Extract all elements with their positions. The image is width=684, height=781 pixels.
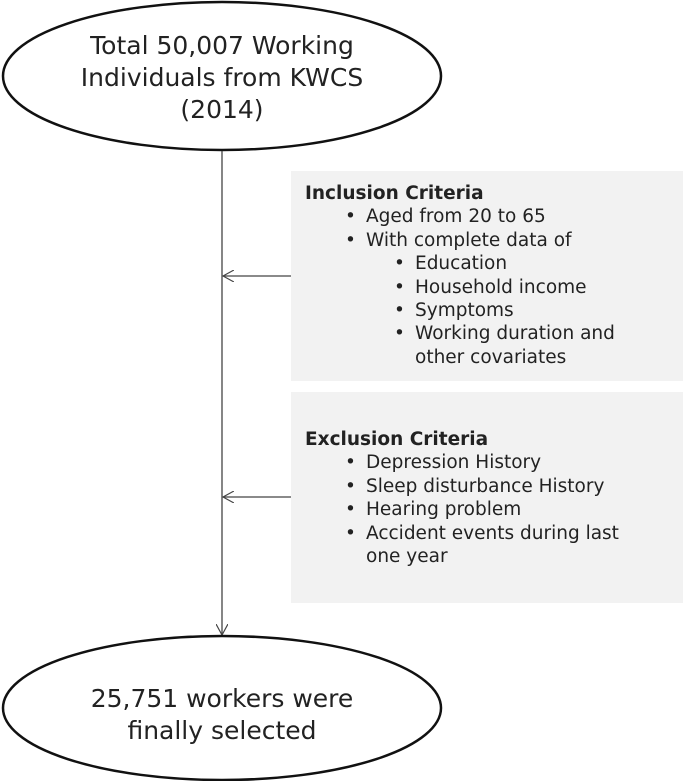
inclusion-subitem: • Symptoms: [415, 299, 683, 322]
inclusion-item-label: Aged from 20 to 65: [366, 206, 546, 228]
exclusion-criteria-box: [291, 392, 683, 603]
start-node-label: [40, 30, 404, 126]
start-node-line: Individuals from KWCS: [80, 63, 364, 92]
inclusion-item-label: With complete data of: [366, 229, 572, 251]
inclusion-title: Inclusion Criteria: [305, 183, 484, 204]
exclusion-item: • Sleep disturbance History: [366, 475, 683, 498]
exclusion-title: Exclusion Criteria: [305, 429, 489, 450]
inclusion-subitem: • Education: [415, 252, 683, 275]
start-node-line: Total 50,007 Working: [90, 31, 354, 60]
inclusion-item: [366, 229, 683, 369]
end-node-line: finally selected: [127, 716, 317, 745]
inclusion-subitem: • Household income: [415, 276, 683, 299]
exclusion-item: • Accident events during last one year: [366, 522, 683, 569]
inclusion-subitem: • Working duration and other covariates: [415, 322, 683, 369]
start-node-line: (2014): [180, 95, 264, 124]
inclusion-sublist: [366, 252, 683, 369]
inclusion-list: [305, 205, 683, 369]
exclusion-list: [305, 451, 683, 568]
end-node-label: [40, 683, 404, 747]
exclusion-item: • Depression History: [366, 451, 683, 474]
inclusion-item: [366, 205, 683, 228]
end-node-line: 25,751 workers were: [90, 684, 354, 713]
exclusion-item: • Hearing problem: [366, 498, 683, 521]
inclusion-criteria-box: [291, 171, 683, 381]
